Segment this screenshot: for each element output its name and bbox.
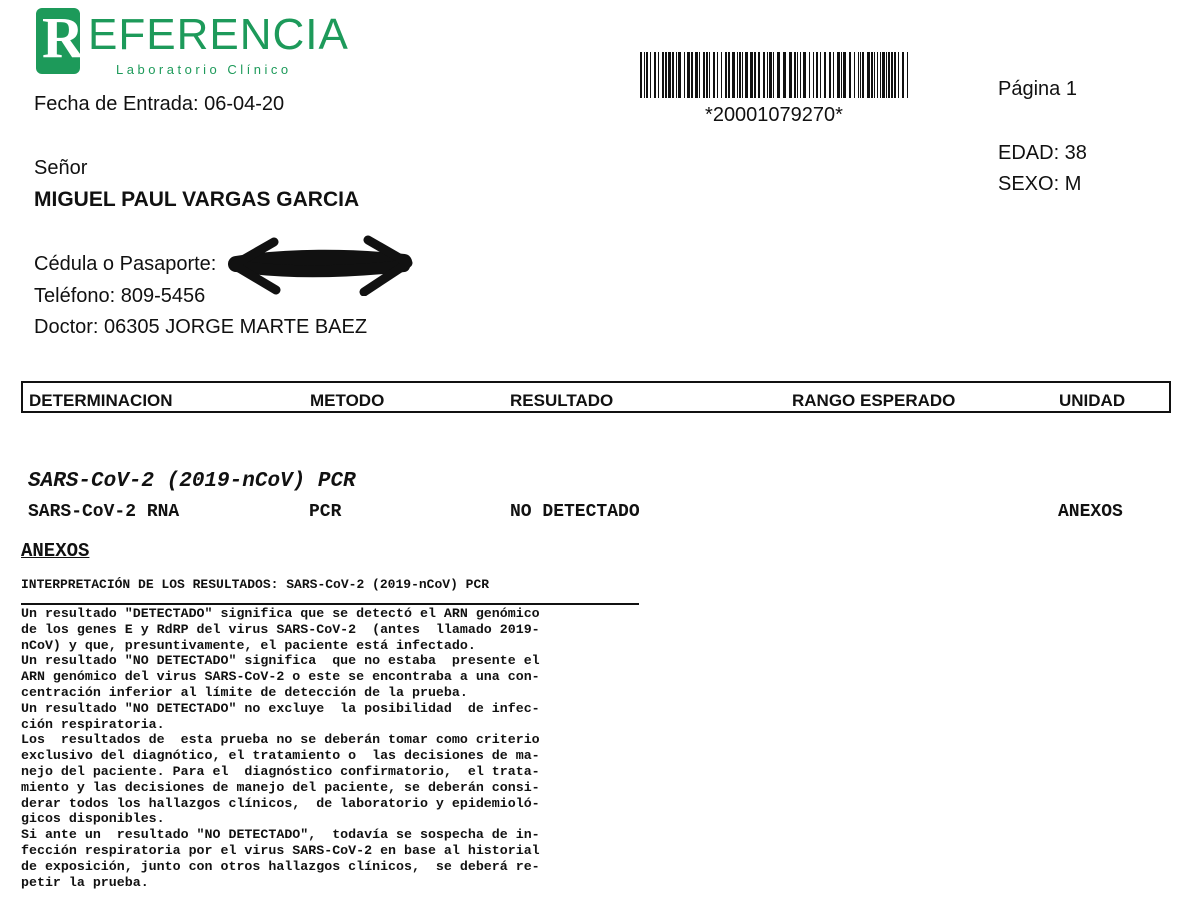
divider xyxy=(21,603,639,605)
test-section-title: SARS-CoV-2 (2019-nCoV) PCR xyxy=(28,470,356,493)
result-unidad: ANEXOS xyxy=(1058,502,1123,522)
patient-name: MIGUEL PAUL VARGAS GARCIA xyxy=(34,188,360,211)
logo-wordmark: EFERENCIA xyxy=(88,10,349,59)
fecha-entrada: Fecha de Entrada: 06-04-20 xyxy=(34,93,285,115)
result-determinacion: SARS-CoV-2 RNA xyxy=(28,502,180,522)
interpretation-body: Un resultado "DETECTADO" significa que se detectó el ARN genómico de los genes E y RdRP del virus SARS-CoV-2 (antes llamado 2019- nCoV) y que, presuntivamente, el paciente está infectado. Un resultado "NO DETECTADO" significa que no estaba presente el ARN genómico del virus SARS-CoV-2 o este se encontraba a una con- centración inferior al límite de detección de la prueba. Un resultado "NO DETECTADO" no excluye la posibilidad de infec- ción respiratoria. Los resultados de esta prueba no se deberán tomar como criterio exclusivo del diagnótico, el tratamiento o las decisiones de ma- nejo del paciente. Para el diagnóstico confirmatorio, el trata- miento y las decisiones de manejo del paciente, se deberán consi- derar todos los hallazgos clínicos, de laboratorio y epidemioló- gicos disponibles. Si ante un resultado "NO DETECTADO", todavía se sospecha de in- fección respiratoria por el virus SARS-CoV-2 en base al historial de exposición, junto con otros hallazgos clínicos, se deberá re- petir la prueba. xyxy=(21,606,540,890)
results-table-header xyxy=(21,381,1171,413)
result-value: NO DETECTADO xyxy=(510,502,640,522)
col-determinacion: DETERMINACION xyxy=(29,391,173,410)
patient-sex: SEXO: M xyxy=(998,173,1082,195)
lab-logo xyxy=(36,5,349,80)
interpretation-title: INTERPRETACIÓN DE LOS RESULTADOS: SARS-CoV-2 (2019-nCoV) PCR xyxy=(21,577,490,592)
barcode-image xyxy=(640,52,908,98)
patient-age: EDAD: 38 xyxy=(998,142,1087,164)
page-number: Página 1 xyxy=(998,78,1077,100)
col-unidad: UNIDAD xyxy=(1059,391,1126,410)
cedula-label: Cédula o Pasaporte: xyxy=(34,253,217,275)
col-metodo: METODO xyxy=(310,391,385,410)
anexos-heading: ANEXOS xyxy=(21,540,90,562)
redaction-scribble xyxy=(228,234,414,296)
result-metodo: PCR xyxy=(309,502,342,522)
col-resultado: RESULTADO xyxy=(510,391,614,410)
logo-mark-letter: R xyxy=(42,5,84,70)
col-rango-esperado: RANGO ESPERADO xyxy=(792,391,956,410)
logo-mark xyxy=(36,5,84,74)
salutation: Señor xyxy=(34,157,88,179)
telefono: Teléfono: 809-5456 xyxy=(34,285,206,307)
barcode-number: *20001079270* xyxy=(705,104,843,126)
logo-subtitle: Laboratorio Clínico xyxy=(116,62,292,77)
doctor: Doctor: 06305 JORGE MARTE BAEZ xyxy=(34,316,368,338)
